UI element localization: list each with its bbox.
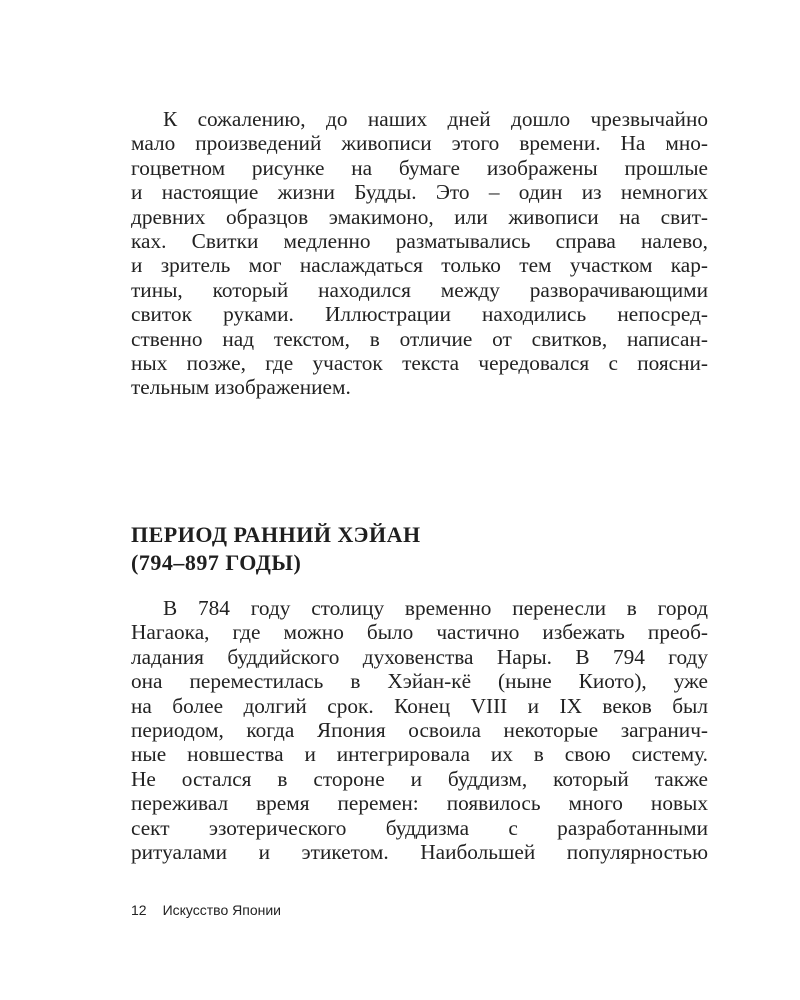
text-line: древних образцов эмакимоно, или живописи на свит- bbox=[131, 204, 708, 229]
text-line: Нагаока, где можно было частично избежать преоб- bbox=[131, 620, 708, 645]
text-line: К сожалению, до наших дней дошло чрезвычайно bbox=[163, 107, 708, 131]
text-line: периодом, когда Япония освоила некоторые загранич- bbox=[131, 717, 708, 742]
text-line: ных позже, где участок текста чередовался с поясни- bbox=[131, 350, 708, 375]
text-line: тины, который находился между разворачивающими bbox=[131, 277, 708, 302]
section-heading bbox=[131, 521, 421, 577]
text-line: сект эзотерического буддизма с разработанными bbox=[131, 815, 708, 840]
section-heading-title: ПЕРИОД РАННИЙ ХЭЙАН bbox=[131, 522, 421, 547]
text-line: ные новшества и интегрировала их в свою систему. bbox=[131, 742, 708, 767]
page-number: 12 bbox=[131, 902, 147, 918]
text-line: ритуалами и этикетом. Наибольшей популярностью bbox=[131, 839, 708, 864]
text-line: и настоящие жизни Будды. Это – один из немногих bbox=[131, 180, 708, 205]
text-line: на более долгий срок. Конец VIII и IX веков был bbox=[131, 693, 708, 718]
text-line: ках. Свитки медленно разматывались справа налево, bbox=[131, 228, 708, 253]
text-line: мало произведений живописи этого времени. На мно- bbox=[131, 131, 708, 156]
paragraph-early-heian bbox=[131, 596, 708, 864]
page-footer bbox=[131, 902, 281, 918]
text-line: В 784 году столицу временно перенесли в город bbox=[163, 596, 708, 620]
text-line: тельным изображением. bbox=[131, 375, 351, 400]
text-line: ственно над текстом, в отличие от свитков, написан- bbox=[131, 326, 708, 351]
section-heading-years: (794–897 ГОДЫ) bbox=[131, 550, 302, 575]
text-line: и зритель мог наслаждаться только тем участком кар- bbox=[131, 253, 708, 278]
running-title: Искусство Японии bbox=[162, 902, 281, 918]
text-line: свиток руками. Иллюстрации находились непосред- bbox=[131, 302, 708, 327]
text-line: гоцветном рисунке на бумаге изображены прошлые bbox=[131, 155, 708, 180]
text-line: Не остался в стороне и буддизм, который также bbox=[131, 766, 708, 791]
text-line: переживал время перемен: появилось много новых bbox=[131, 791, 708, 816]
text-line: ладания буддийского духовенства Нары. В 794 году bbox=[131, 644, 708, 669]
text-line: она переместилась в Хэйан-кё (ныне Киото), уже bbox=[131, 669, 708, 694]
paragraph-intro bbox=[131, 107, 708, 400]
